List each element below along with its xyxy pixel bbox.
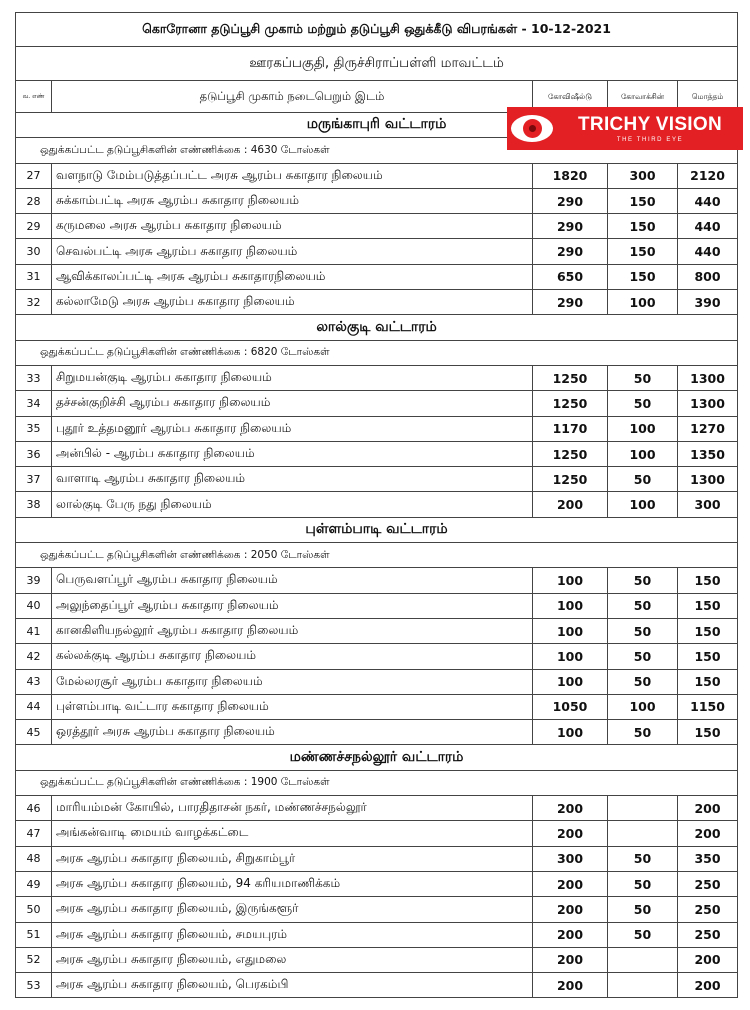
district-row bbox=[16, 47, 738, 81]
block-name: புள்ளம்பாடி வட்டாரம் bbox=[16, 517, 738, 542]
serial-number: 30 bbox=[16, 239, 52, 264]
header-serial: வ. எண் bbox=[16, 81, 52, 113]
serial-number: 51 bbox=[16, 922, 52, 947]
camp-place: செவல்பட்டி அரசு ஆரம்ப சுகாதார நிலையம் bbox=[52, 239, 533, 264]
covishield-count: 1250 bbox=[533, 391, 608, 416]
total-count: 200 bbox=[678, 821, 738, 846]
covaxin-count: 150 bbox=[608, 239, 678, 264]
table-row bbox=[16, 593, 738, 618]
table-row bbox=[16, 188, 738, 213]
total-count: 200 bbox=[678, 796, 738, 821]
table-row bbox=[16, 214, 738, 239]
table-row bbox=[16, 618, 738, 643]
logo-tagline: THE THIRD EYE bbox=[616, 137, 684, 143]
covishield-count: 300 bbox=[533, 846, 608, 871]
covishield-count: 290 bbox=[533, 214, 608, 239]
camp-place: ஆவிக்காலப்பட்டி அரசு ஆரம்ப சுகாதாரநிலையம் bbox=[52, 264, 533, 289]
covaxin-count: 100 bbox=[608, 492, 678, 517]
covishield-count: 200 bbox=[533, 947, 608, 972]
serial-number: 52 bbox=[16, 947, 52, 972]
total-count: 800 bbox=[678, 264, 738, 289]
serial-number: 31 bbox=[16, 264, 52, 289]
header-covishield: கோவிஷீல்டு bbox=[533, 81, 608, 113]
total-count: 350 bbox=[678, 846, 738, 871]
logo-main-text: TRICHY VISION bbox=[578, 114, 722, 135]
allocation-row bbox=[16, 770, 738, 795]
table-row bbox=[16, 416, 738, 441]
table-row bbox=[16, 644, 738, 669]
camp-place: சிறுமயன்குடி ஆரம்ப சுகாதார நிலையம் bbox=[52, 365, 533, 390]
serial-number: 36 bbox=[16, 441, 52, 466]
allocation-text: ஒதுக்கப்பட்ட தடுப்பூசிகளின் எண்ணிக்கை : 2050 டோஸ்கள் bbox=[16, 543, 738, 568]
serial-number: 46 bbox=[16, 796, 52, 821]
header-place: தடுப்பூசி முகாம் நடைபெறும் இடம் bbox=[52, 81, 533, 113]
covaxin-count: 150 bbox=[608, 264, 678, 289]
total-count: 150 bbox=[678, 593, 738, 618]
covishield-count: 100 bbox=[533, 720, 608, 745]
serial-number: 35 bbox=[16, 416, 52, 441]
header-total: மொத்தம் bbox=[678, 81, 738, 113]
covaxin-count: 150 bbox=[608, 188, 678, 213]
covishield-count: 200 bbox=[533, 796, 608, 821]
covaxin-count: 50 bbox=[608, 720, 678, 745]
table-row bbox=[16, 871, 738, 896]
serial-number: 32 bbox=[16, 290, 52, 315]
camp-place: அலுந்தைப்பூர் ஆரம்ப சுகாதார நிலையம் bbox=[52, 593, 533, 618]
total-count: 1300 bbox=[678, 391, 738, 416]
table-row bbox=[16, 694, 738, 719]
covishield-count: 650 bbox=[533, 264, 608, 289]
camp-place: சுக்காம்பட்டி அரசு ஆரம்ப சுகாதார நிலையம் bbox=[52, 188, 533, 213]
camp-place: கல்லாமேடு அரசு ஆரம்ப சுகாதார நிலையம் bbox=[52, 290, 533, 315]
table-row bbox=[16, 846, 738, 871]
block-name: மண்ணச்சநல்லூர் வட்டாரம் bbox=[16, 745, 738, 770]
serial-number: 53 bbox=[16, 973, 52, 998]
covaxin-count bbox=[608, 796, 678, 821]
covaxin-count: 50 bbox=[608, 897, 678, 922]
total-count: 300 bbox=[678, 492, 738, 517]
table-row bbox=[16, 796, 738, 821]
covishield-count: 200 bbox=[533, 973, 608, 998]
table-row bbox=[16, 922, 738, 947]
camp-place: அங்கன்வாடி மையம் வாழக்கட்டை bbox=[52, 821, 533, 846]
total-count: 1300 bbox=[678, 365, 738, 390]
total-count: 150 bbox=[678, 568, 738, 593]
table-row bbox=[16, 290, 738, 315]
covaxin-count: 100 bbox=[608, 694, 678, 719]
camp-place: கருமலை அரசு ஆரம்ப சுகாதார நிலையம் bbox=[52, 214, 533, 239]
camp-place: அரசு ஆரம்ப சுகாதார நிலையம், சிறுகாம்பூர் bbox=[52, 846, 533, 871]
covaxin-count: 50 bbox=[608, 644, 678, 669]
camp-place: பெருவளப்பூர் ஆரம்ப சுகாதார நிலையம் bbox=[52, 568, 533, 593]
camp-place: லால்குடி பேரு நது நிலையம் bbox=[52, 492, 533, 517]
covishield-count: 100 bbox=[533, 593, 608, 618]
table-row bbox=[16, 821, 738, 846]
covaxin-count: 50 bbox=[608, 593, 678, 618]
serial-number: 33 bbox=[16, 365, 52, 390]
covishield-count: 100 bbox=[533, 669, 608, 694]
covishield-count: 1170 bbox=[533, 416, 608, 441]
serial-number: 41 bbox=[16, 618, 52, 643]
covaxin-count: 50 bbox=[608, 871, 678, 896]
table-row bbox=[16, 264, 738, 289]
covaxin-count: 50 bbox=[608, 365, 678, 390]
serial-number: 37 bbox=[16, 467, 52, 492]
serial-number: 47 bbox=[16, 821, 52, 846]
covaxin-count bbox=[608, 973, 678, 998]
serial-number: 50 bbox=[16, 897, 52, 922]
table-row bbox=[16, 947, 738, 972]
covishield-count: 200 bbox=[533, 821, 608, 846]
camp-place: அரசு ஆரம்ப சுகாதார நிலையம், இருங்களூர் bbox=[52, 897, 533, 922]
serial-number: 39 bbox=[16, 568, 52, 593]
camp-place: அரசு ஆரம்ப சுகாதார நிலையம், எதுமலை bbox=[52, 947, 533, 972]
serial-number: 40 bbox=[16, 593, 52, 618]
page-title: கொரோனா தடுப்பூசி முகாம் மற்றும் தடுப்பூசி ஒதுக்கீடு விபரங்கள் - 10-12-2021 bbox=[16, 13, 738, 47]
covishield-count: 1820 bbox=[533, 163, 608, 188]
covaxin-count: 150 bbox=[608, 214, 678, 239]
camp-place: மேல்லரசூர் ஆரம்ப சுகாதார நிலையம் bbox=[52, 669, 533, 694]
covaxin-count: 50 bbox=[608, 467, 678, 492]
allocation-text: ஒதுக்கப்பட்ட தடுப்பூசிகளின் எண்ணிக்கை : 1900 டோஸ்கள் bbox=[16, 770, 738, 795]
table-row bbox=[16, 568, 738, 593]
total-count: 1150 bbox=[678, 694, 738, 719]
covishield-count: 100 bbox=[533, 568, 608, 593]
camp-place: அரசு ஆரம்ப சுகாதார நிலையம், பெரகம்பி bbox=[52, 973, 533, 998]
serial-number: 34 bbox=[16, 391, 52, 416]
total-count: 1270 bbox=[678, 416, 738, 441]
table-row bbox=[16, 239, 738, 264]
covaxin-count: 100 bbox=[608, 416, 678, 441]
covaxin-count: 300 bbox=[608, 163, 678, 188]
allocation-row bbox=[16, 340, 738, 365]
total-count: 200 bbox=[678, 947, 738, 972]
covishield-count: 1250 bbox=[533, 441, 608, 466]
table-row bbox=[16, 467, 738, 492]
covaxin-count: 50 bbox=[608, 922, 678, 947]
header-covaxin: கோவாக்சின் bbox=[608, 81, 678, 113]
total-count: 150 bbox=[678, 669, 738, 694]
table-row bbox=[16, 973, 738, 998]
table-body bbox=[16, 13, 738, 998]
serial-number: 28 bbox=[16, 188, 52, 213]
block-name: லால்குடி வட்டாரம் bbox=[16, 315, 738, 340]
camp-place: வாளாடி ஆரம்ப சுகாதார நிலையம் bbox=[52, 467, 533, 492]
total-count: 150 bbox=[678, 720, 738, 745]
table-row bbox=[16, 365, 738, 390]
covishield-count: 290 bbox=[533, 188, 608, 213]
camp-place: ஒரத்தூர் அரசு ஆரம்ப சுகாதார நிலையம் bbox=[52, 720, 533, 745]
allocation-row bbox=[16, 543, 738, 568]
covaxin-count: 100 bbox=[608, 441, 678, 466]
covishield-count: 200 bbox=[533, 922, 608, 947]
total-count: 250 bbox=[678, 871, 738, 896]
total-count: 440 bbox=[678, 214, 738, 239]
table-row bbox=[16, 720, 738, 745]
camp-place: மாரியம்மன் கோயில், பாரதிதாசன் நகர், மண்ணச்சநல்லூர் bbox=[52, 796, 533, 821]
block-name: மருங்காபுரி வட்டாரம் bbox=[16, 113, 738, 138]
vaccine-allocation-table bbox=[15, 12, 738, 998]
covishield-count: 100 bbox=[533, 618, 608, 643]
table-row bbox=[16, 669, 738, 694]
table-row bbox=[16, 441, 738, 466]
covaxin-count bbox=[608, 947, 678, 972]
total-count: 200 bbox=[678, 973, 738, 998]
title-row bbox=[16, 13, 738, 47]
camp-place: வளநாடு மேம்படுத்தப்பட்ட அரசு ஆரம்ப சுகாதார நிலையம் bbox=[52, 163, 533, 188]
covishield-count: 200 bbox=[533, 492, 608, 517]
total-count: 250 bbox=[678, 922, 738, 947]
table-row bbox=[16, 492, 738, 517]
total-count: 2120 bbox=[678, 163, 738, 188]
camp-place: புள்ளம்பாடி வட்டார சுகாதார நிலையம் bbox=[52, 694, 533, 719]
covishield-count: 290 bbox=[533, 239, 608, 264]
allocation-text: ஒதுக்கப்பட்ட தடுப்பூசிகளின் எண்ணிக்கை : 4630 டோஸ்கள் bbox=[16, 138, 738, 163]
camp-place: அன்பில் - ஆரம்ப சுகாதார நிலையம் bbox=[52, 441, 533, 466]
covaxin-count: 50 bbox=[608, 391, 678, 416]
serial-number: 29 bbox=[16, 214, 52, 239]
eye-icon bbox=[507, 107, 557, 150]
camp-place: கானகிளியநல்லூர் ஆரம்ப சுகாதார நிலையம் bbox=[52, 618, 533, 643]
table-row bbox=[16, 163, 738, 188]
serial-number: 49 bbox=[16, 871, 52, 896]
covaxin-count: 50 bbox=[608, 669, 678, 694]
camp-place: புதூர் உத்தமனூர் ஆரம்ப சுகாதார நிலையம் bbox=[52, 416, 533, 441]
total-count: 1300 bbox=[678, 467, 738, 492]
covishield-count: 1250 bbox=[533, 365, 608, 390]
covishield-count: 100 bbox=[533, 644, 608, 669]
total-count: 150 bbox=[678, 644, 738, 669]
covishield-count: 290 bbox=[533, 290, 608, 315]
serial-number: 27 bbox=[16, 163, 52, 188]
total-count: 390 bbox=[678, 290, 738, 315]
serial-number: 48 bbox=[16, 846, 52, 871]
covaxin-count: 50 bbox=[608, 618, 678, 643]
block-header-row bbox=[16, 745, 738, 770]
camp-place: அரசு ஆரம்ப சுகாதார நிலையம், சமயபுரம் bbox=[52, 922, 533, 947]
total-count: 440 bbox=[678, 239, 738, 264]
serial-number: 43 bbox=[16, 669, 52, 694]
allocation-text: ஒதுக்கப்பட்ட தடுப்பூசிகளின் எண்ணிக்கை : 6820 டோஸ்கள் bbox=[16, 340, 738, 365]
total-count: 1350 bbox=[678, 441, 738, 466]
total-count: 250 bbox=[678, 897, 738, 922]
table-row bbox=[16, 897, 738, 922]
serial-number: 38 bbox=[16, 492, 52, 517]
covaxin-count bbox=[608, 821, 678, 846]
trichy-vision-logo bbox=[507, 107, 743, 150]
camp-place: அரசு ஆரம்ப சுகாதார நிலையம், 94 கரியமாணிக்கம் bbox=[52, 871, 533, 896]
block-header-row bbox=[16, 517, 738, 542]
covishield-count: 200 bbox=[533, 871, 608, 896]
covishield-count: 1250 bbox=[533, 467, 608, 492]
covishield-count: 200 bbox=[533, 897, 608, 922]
covaxin-count: 100 bbox=[608, 290, 678, 315]
serial-number: 45 bbox=[16, 720, 52, 745]
table-row bbox=[16, 391, 738, 416]
total-count: 440 bbox=[678, 188, 738, 213]
district-title: ஊரகப்பகுதி, திருச்சிராப்பள்ளி மாவட்டம் bbox=[16, 47, 738, 81]
camp-place: கல்லக்குடி ஆரம்ப சுகாதார நிலையம் bbox=[52, 644, 533, 669]
logo-text bbox=[557, 114, 743, 143]
serial-number: 42 bbox=[16, 644, 52, 669]
camp-place: தச்சன்குறிச்சி ஆரம்ப சுகாதார நிலையம் bbox=[52, 391, 533, 416]
block-header-row bbox=[16, 315, 738, 340]
covaxin-count: 50 bbox=[608, 846, 678, 871]
covaxin-count: 50 bbox=[608, 568, 678, 593]
serial-number: 44 bbox=[16, 694, 52, 719]
total-count: 150 bbox=[678, 618, 738, 643]
covishield-count: 1050 bbox=[533, 694, 608, 719]
